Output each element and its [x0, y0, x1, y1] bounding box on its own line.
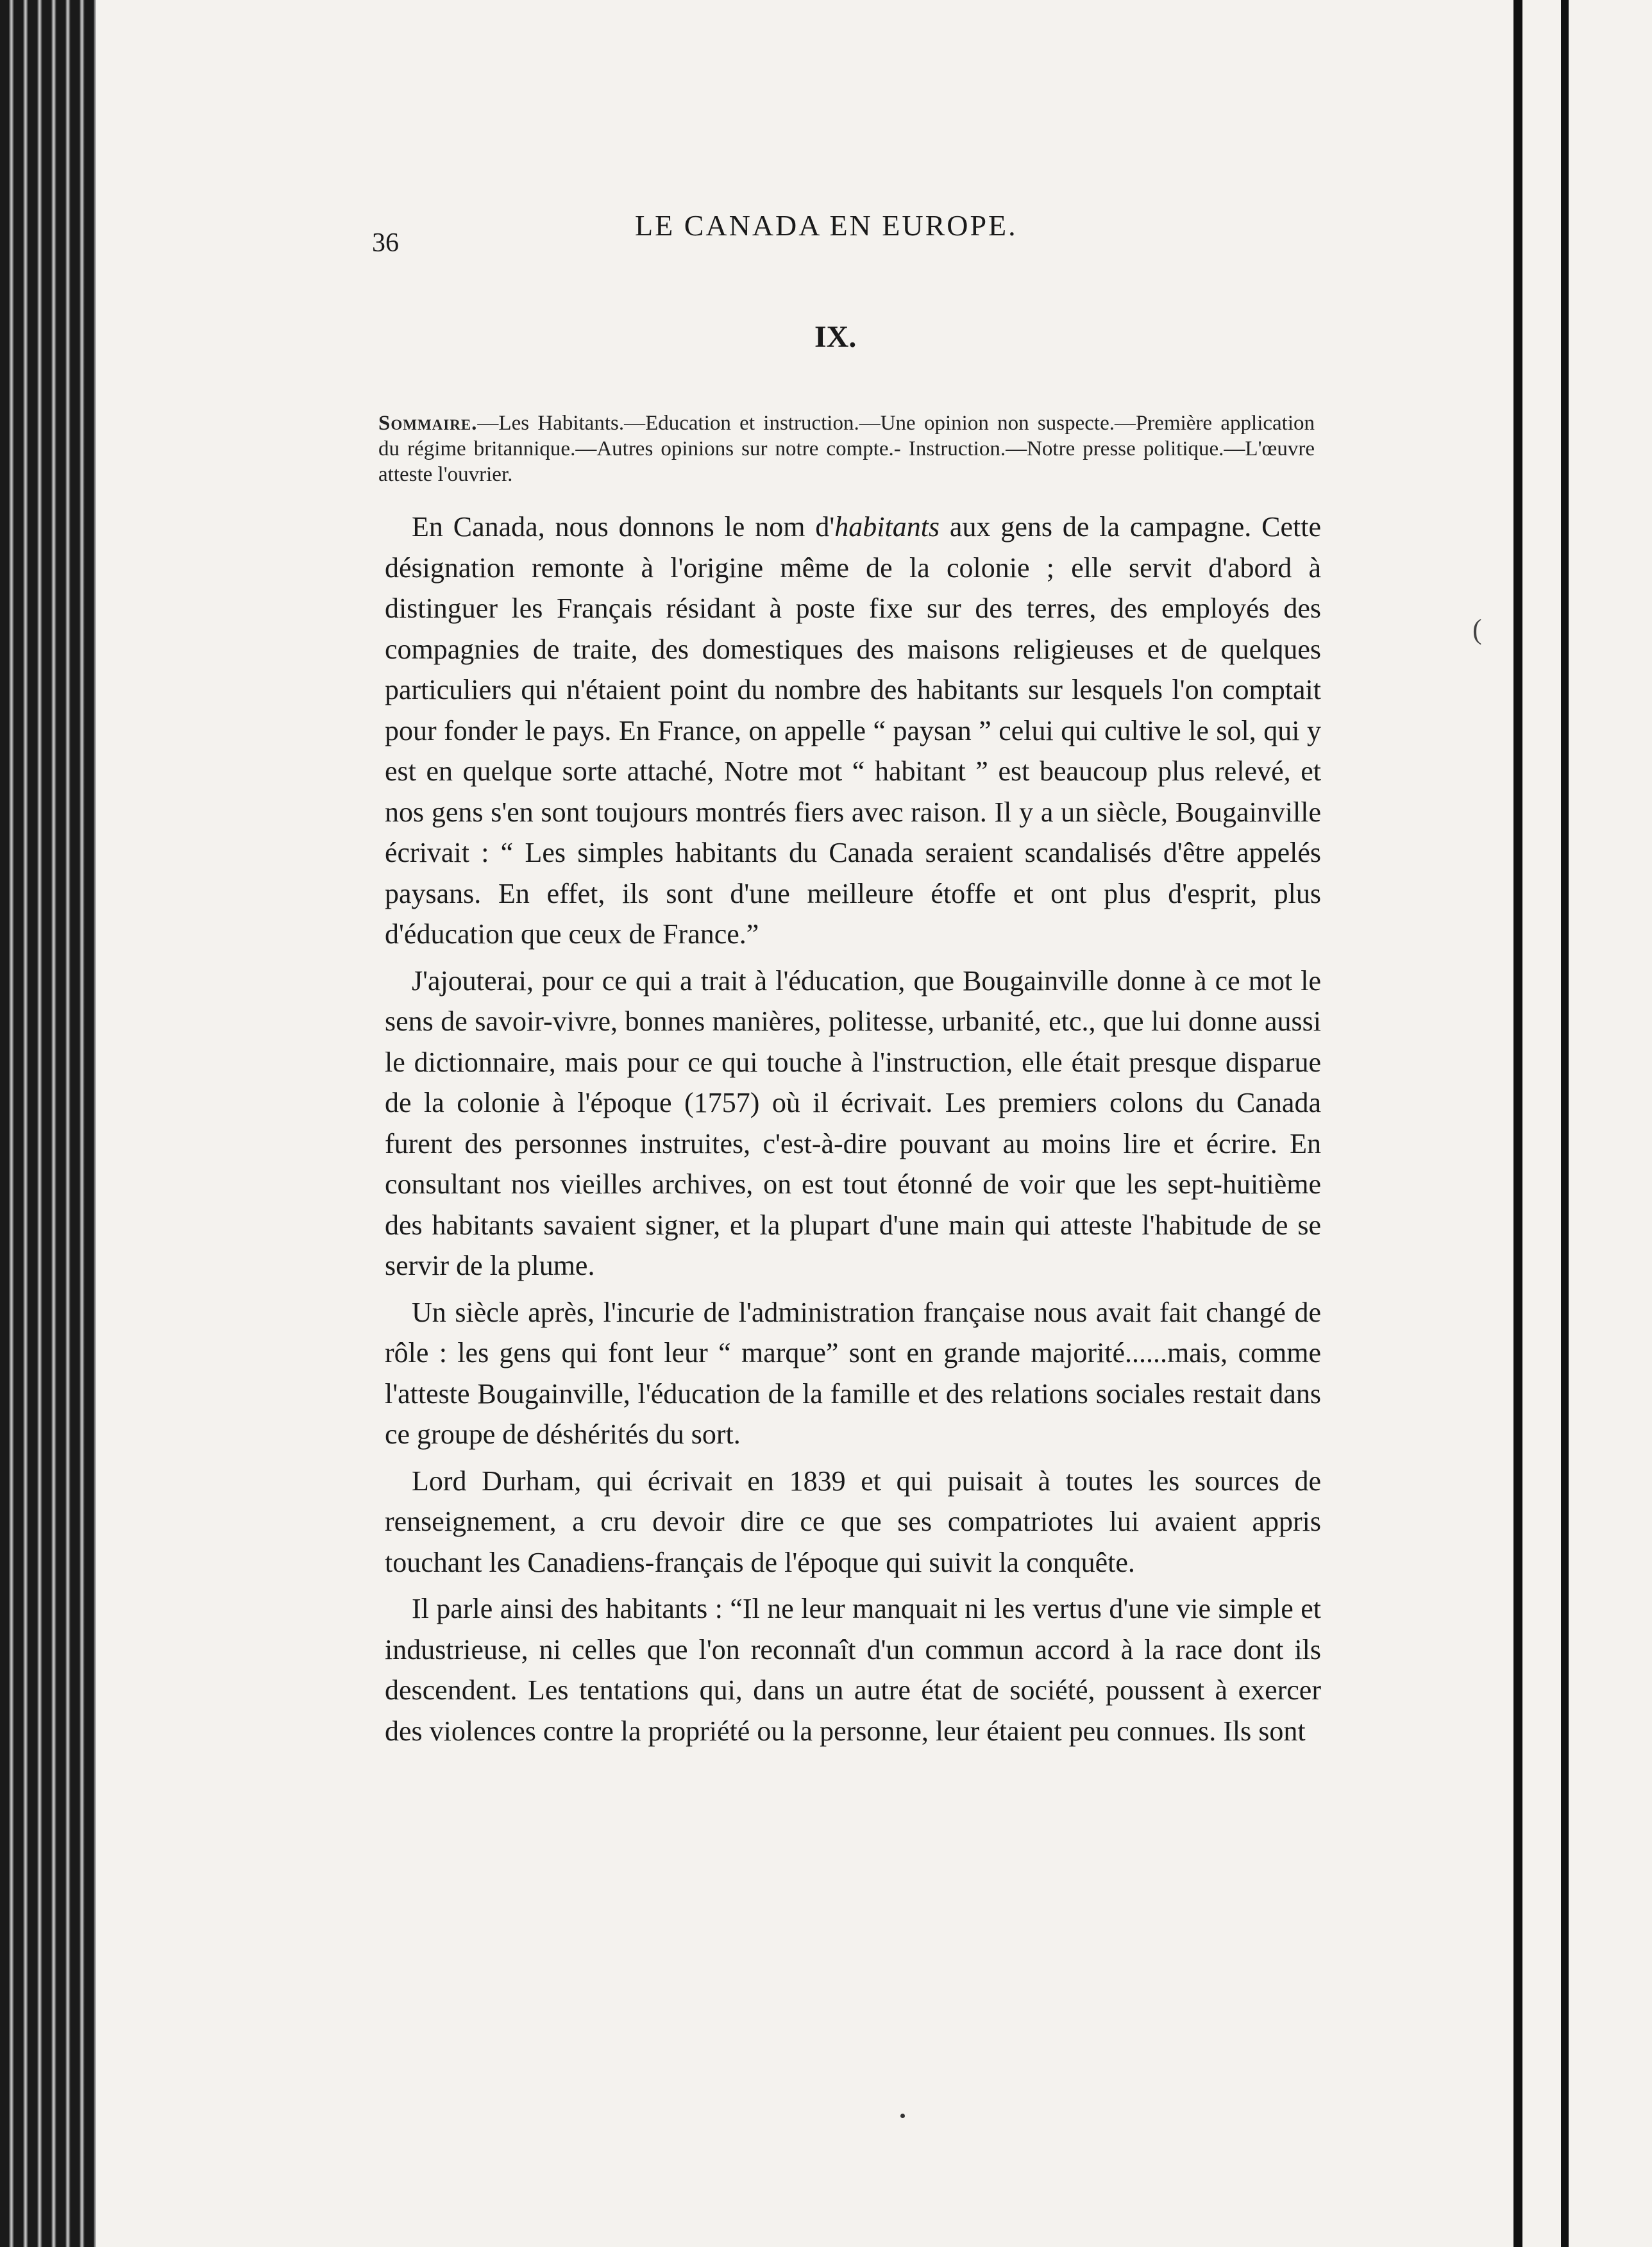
paragraph-4: Lord Durham, qui écrivait en 1839 et qui puisait à toutes les sources de renseignement, a cru devoir dire ce que ses compatriotes lui avaient appris touchant les Canadiens-français de l'époque qui suivit la conquête. [385, 1465, 1321, 1578]
body-text [385, 507, 1321, 1757]
page-number: 36 [372, 228, 399, 258]
facing-page-edge [1513, 0, 1652, 2247]
paragraph-1 [385, 507, 1321, 955]
chapter-heading: IX. [814, 320, 857, 354]
paragraph-1-rest: aux gens de la campagne. Cette désignation remonte à l'origine même de la colonie ; elle servit d'abord à distinguer les Français résidant à poste fixe sur des terres, des employés des compagnies de traite, des domestiques des maisons religieuses et de quelques particuliers qui n'étaient point du nombre des habitants sur lesquels l'on comptait pour fonder le pays. En France, on appelle “ paysan ” celui qui cultive le sol, qui y est en quelque sorte attaché, Notre mot “ habitant ” est beaucoup plus relevé, et nos gens s'en sont toujours montrés fiers avec raison. Il y a un siècle, Bougainville écrivait : “ Les simples habitants du Canada seraient scandalisés d'être appelés paysans. En effet, ils sont d'une meilleure étoffe et ont plus d'esprit, plus d'éducation que ceux de France.” [385, 511, 1321, 950]
chapter-summary [378, 410, 1315, 487]
summary-text: —Les Habitants.—Education et instruction.—Une opinion non suspecte.—Première application du régime britannique.—Autres opinions sur notre compte.- Instruction.—Notre presse politique.—L'œuvre atteste l'ouvrier. [378, 412, 1315, 486]
book-binding-edge [0, 0, 96, 2247]
page-speck [900, 2114, 905, 2118]
paragraph-5: Il parle ainsi des habitants : “Il ne leur manquait ni les vertus d'une vie simple et industrieuse, ni celles que l'on reconnaît d'un commun accord à la race dont ils descendent. Les tentations qui, dans un autre état de société, poussent à exercer des violences contre la propriété ou la personne, leur étaient peu connues. Ils sont [385, 1593, 1321, 1747]
paragraph-1-italic: habitants [834, 511, 940, 543]
margin-mark: ( [1472, 614, 1482, 645]
summary-label: Sommaire. [378, 412, 478, 435]
paragraph-3: Un siècle après, l'incurie de l'administration française nous avait fait changé de rôle : les gens qui font leur “ marque” sont en grande majorité......mais, comme l'atteste Bougainville, l'éducation de la famille et des relations sociales restait dans ce groupe de déshérités du sort. [385, 1296, 1321, 1450]
running-head: LE CANADA EN EUROPE. [635, 209, 1018, 242]
paragraph-1-start: En Canada, nous donnons le nom d' [412, 511, 835, 543]
paragraph-2: J'ajouterai, pour ce qui a trait à l'éducation, que Bougainville donne à ce mot le sens de savoir-vivre, bonnes manières, politesse, urbanité, etc., que lui donne aussi le dictionnaire, mais pour ce qui touche à l'instruction, elle était presque disparue de la colonie à l'époque (1757) où il écrivait. Les premiers colons du Canada furent des personnes instruites, c'est-à-dire pouvant au moins lire et écrire. En consultant nos vieilles archives, on est tout étonné de voir que les sept-huitième des habitants savaient signer, et la plupart d'une main qui atteste l'habitude de se servir de la plume. [385, 964, 1321, 1281]
